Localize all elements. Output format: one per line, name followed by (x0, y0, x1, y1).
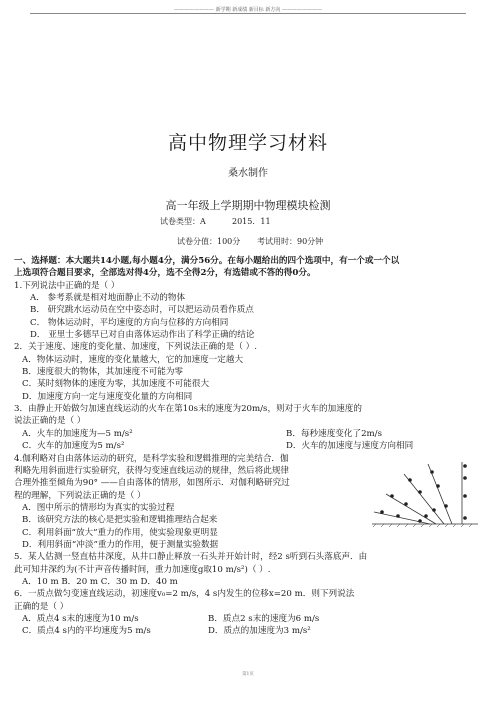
q5-options: A．10 m B．20 m C．30 m D．40 m (22, 576, 178, 587)
document-title: 高中物理学习材料 (167, 132, 328, 154)
section-heading-line1: 一、选择题：本大题共14小题,每小题4分，满分56分。在每小题给出的四个选项中，有一个或一个以 (14, 256, 400, 266)
q5-stem-line2: 此可知井深约为(不计声音传播时间，重力加速度g取10 m/s²)（ ）. (14, 564, 271, 575)
q2-option-a: A．物体运动时，速度的变化量越大，它的加速度一定越大 (22, 354, 244, 365)
q1-option-b: B． 研究跳水运动员在空中姿态时，可以把运动员看作质点 (30, 305, 254, 316)
question-body (14, 255, 484, 638)
q1-stem: 1.下列说法中正确的是（ ） (14, 280, 120, 291)
ball-positions (380, 464, 467, 523)
page-footer: 第1页 (242, 672, 254, 677)
q6-option-a: A．质点4 s末的速度为10 m/s (22, 613, 139, 624)
q4-option-c: C．利用斜面“放大”重力的作用，使实验现象更明显 (22, 527, 218, 538)
exam-date: 2015．11 (232, 217, 271, 226)
exam-duration: 考试用时：90分钟 (257, 237, 324, 246)
q2-option-c: C．某时刻物体的速度为零，其加速度不可能很大 (22, 379, 210, 390)
q2-option-b: B．速度很大的物体，其加速度不可能为零 (22, 367, 184, 378)
q1-option-c: C． 物体运动时，平均速度的方向与位移的方向相同 (30, 317, 229, 328)
q6-stem-line2: 正确的是（ ） (14, 601, 69, 612)
q3-stem-line2: 说法正确的是（ ） (14, 416, 86, 427)
inclines (374, 462, 462, 524)
total-score: 试卷分值：100分 (177, 237, 241, 246)
q3-option-d: D．火车的加速度与速度方向相同 (286, 441, 414, 452)
header-divider (30, 13, 466, 14)
q5-stem-line1: 5．某人估测一竖直枯井深度，从井口静止释放一石头并开始计时，经2 s听到石头落底声．由 (14, 552, 368, 563)
author-line: 桑水制作 (228, 168, 268, 179)
q1-option-d: D． 亚里士多德早已对自由落体运动作出了科学正确的结论 (30, 330, 255, 341)
q3-option-b: B．每秒速度变化了2m/s (286, 428, 382, 439)
q4-stem-line1: 4.伽利略对自由落体运动的研究，是科学实验和逻辑推理的完美结合．伽 (14, 453, 289, 464)
q3-options-row1 (14, 428, 484, 440)
q4-stem-line3: 合理外推至倾角为90° ——自由落体的情形，如图所示．对伽利略研究过 (14, 478, 290, 489)
q3-options-row2 (14, 440, 484, 452)
q6-stem-line1: 6．一质点做匀变速直线运动，初速度v₀=2 m/s，4 s内发生的位移x=20 m．则下列说法 (14, 589, 355, 600)
q6-option-c: C．质点4 s内的平均速度为5 m/s (22, 626, 151, 637)
galileo-incline-figure (370, 460, 480, 528)
section-heading-line2: 上选项符合题目要求，全部选对得4分，选不全得2分，有选错或不答的得0分。 (14, 268, 316, 279)
q3-stem-line1: 3．由静止开始做匀加速直线运动的火车在第10s末的速度为20m/s，则对于火车的加速度的 (14, 404, 362, 415)
q3-option-c: C．火车的加速度为5 m/s² (22, 441, 125, 452)
q4-stem-line2: 利略先用斜面进行实验研究，获得匀变速直线运动的规律，然后将此规律 (14, 465, 290, 476)
q3-option-a: A．火车的加速度为—5 m/s² (22, 428, 133, 439)
exam-title: 高一年级上学期期中物理模块检测 (165, 199, 331, 212)
q6-options-row1 (14, 613, 484, 625)
q4-option-d: D．利用斜面“冲淡”重力的作用，便于测量实验数据 (22, 539, 219, 550)
q6-option-b: B．质点2 s末的速度为6 m/s (208, 613, 320, 624)
ground-hatching (373, 524, 472, 527)
q4-stem-line4: 程的理解，下列说法正确的是（ ） (14, 490, 146, 501)
paper-type: 试卷类型：A (160, 217, 206, 226)
q4-option-b: B．该研究方法的核心是把实验和逻辑推理结合起来 (22, 515, 218, 526)
q6-option-d: D．质点的加速度为3 m/s² (208, 626, 311, 637)
q2-stem: 2．关于速度、速度的变化量、加速度，下列说法正确的是（ ）. (14, 342, 257, 353)
q2-option-d: D．加速度方向一定与速度变化量的方向相同 (22, 391, 193, 402)
q1-option-a: A． 参考系就是相对地面静止不动的物体 (30, 293, 186, 304)
page-header: ———————— 新学期 新成绩 新目标 新方向 ———————— (174, 7, 322, 13)
q4-option-a: A．图中所示的情形均为真实的实验过程 (22, 502, 175, 513)
q6-options-row2 (14, 625, 484, 637)
